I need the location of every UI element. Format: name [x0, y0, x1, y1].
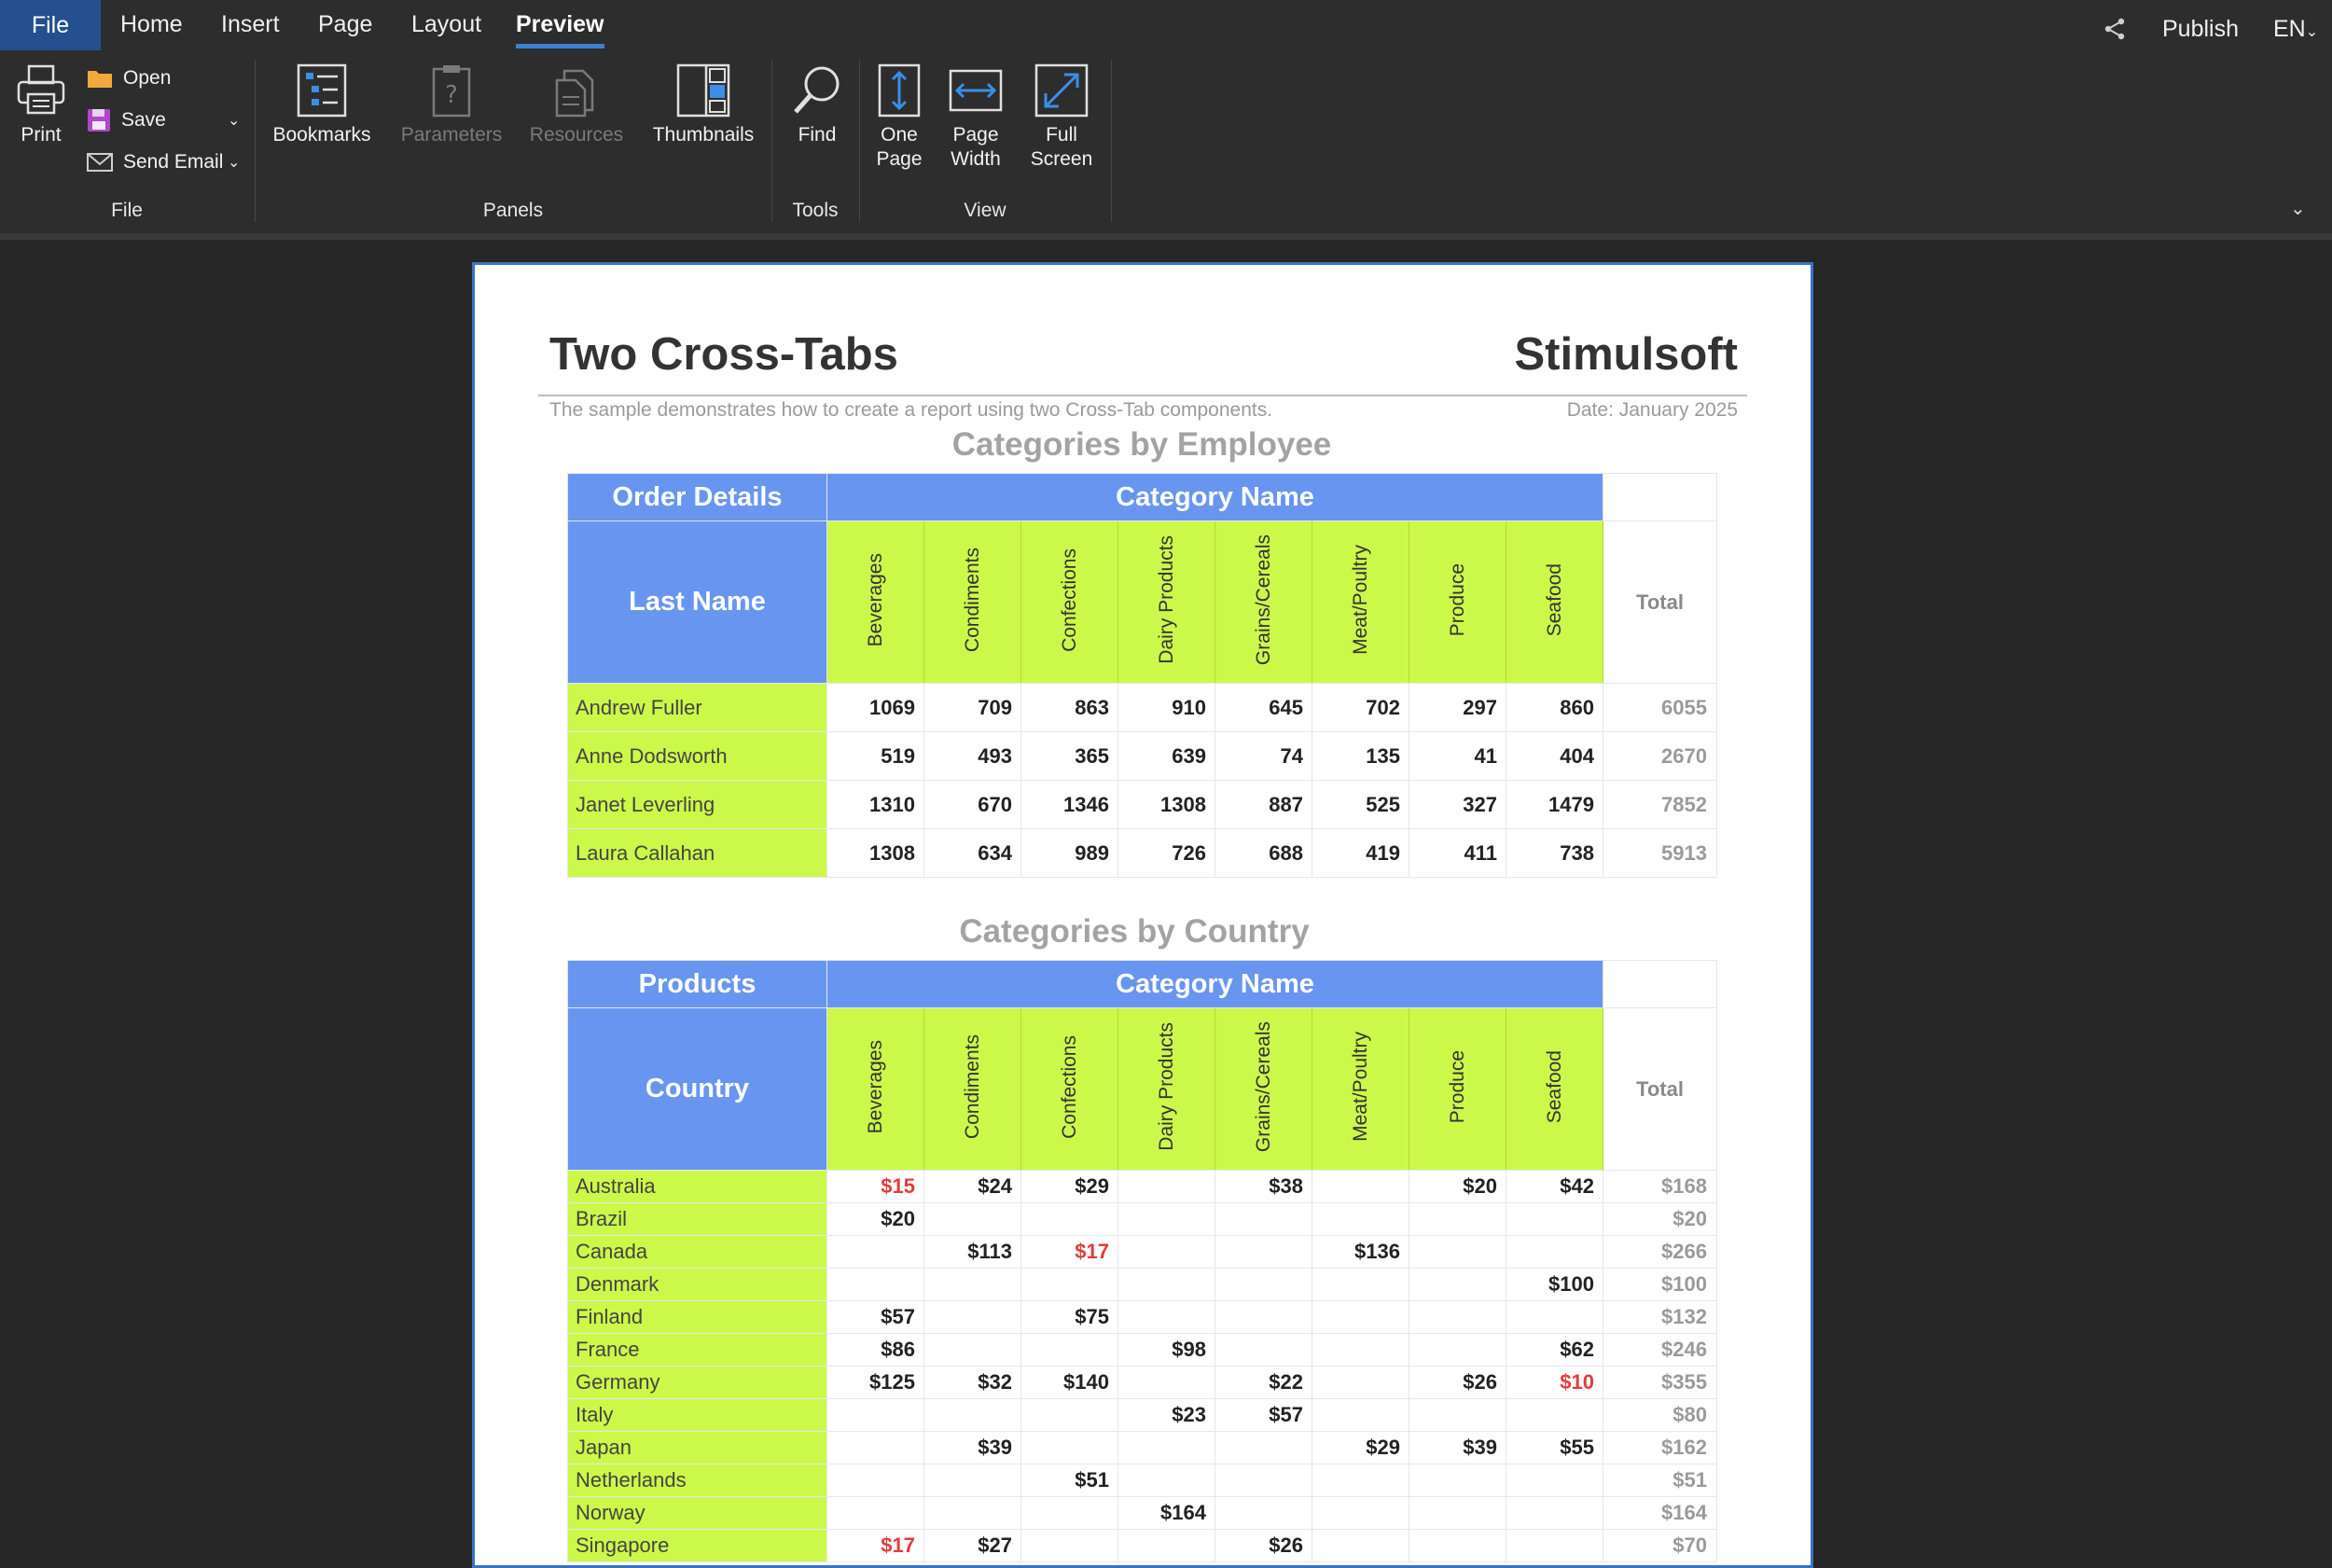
row-total: 6055: [1603, 684, 1717, 732]
value-cell: 1308: [827, 829, 924, 878]
value-cell: 419: [1312, 829, 1409, 878]
value-cell: [1312, 1464, 1409, 1497]
category-label: Beverages: [864, 552, 886, 647]
value-cell: 297: [1409, 684, 1506, 732]
resources-label: Resources: [529, 124, 624, 146]
value-cell: 1308: [1118, 781, 1215, 829]
group-label-panels: Panels: [482, 200, 544, 221]
table-row: [568, 732, 1717, 781]
value-cell: [1118, 1301, 1215, 1334]
ribbon-separator: [255, 60, 256, 222]
corner-header: Order Details: [568, 474, 827, 521]
value-cell: $125: [827, 1367, 924, 1399]
total-header: Total: [1603, 1008, 1717, 1171]
open-label: Open: [123, 67, 172, 89]
category-label: Produce: [1446, 562, 1468, 637]
value-cell: [924, 1269, 1021, 1301]
row-total: $164: [1603, 1497, 1717, 1530]
find-label: Find: [798, 124, 837, 146]
table-row: [568, 1236, 1717, 1269]
category-label: Grains/Cereals: [1252, 1020, 1274, 1153]
value-cell: [1506, 1497, 1603, 1530]
table-row: [568, 1399, 1717, 1432]
value-cell: [1409, 1301, 1506, 1334]
open-button[interactable]: [86, 62, 171, 95]
value-cell: [1312, 1399, 1409, 1432]
report-date: Date: January 2025: [1566, 399, 1738, 421]
value-cell: [1215, 1203, 1312, 1236]
value-cell: 702: [1312, 684, 1409, 732]
full-screen-button[interactable]: [1024, 63, 1099, 172]
value-cell: $26: [1215, 1530, 1312, 1562]
category-header: [924, 1008, 1021, 1171]
value-cell: [1409, 1236, 1506, 1269]
magnifier-icon: [790, 63, 844, 118]
category-header: [924, 521, 1021, 684]
value-cell: [924, 1301, 1021, 1334]
value-cell: [1215, 1269, 1312, 1301]
value-cell: 327: [1409, 781, 1506, 829]
group-label-tools: Tools: [792, 200, 839, 221]
value-cell: $27: [924, 1530, 1021, 1562]
value-cell: [827, 1236, 924, 1269]
value-cell: $42: [1506, 1171, 1603, 1203]
value-cell: $86: [827, 1334, 924, 1367]
thumbnails-icon: [676, 63, 730, 118]
table-row: [568, 1497, 1717, 1530]
value-cell: [1118, 1432, 1215, 1464]
row-total: $80: [1603, 1399, 1717, 1432]
row-total: $355: [1603, 1367, 1717, 1399]
print-label: Print: [21, 124, 62, 146]
category-header: [1506, 521, 1603, 684]
value-cell: [1312, 1530, 1409, 1562]
category-label: Dairy Products: [1155, 535, 1177, 664]
full-screen-label-2: Screen: [1030, 148, 1093, 170]
value-cell: [1118, 1367, 1215, 1399]
section-title-employee: Categories by Employee: [951, 426, 1332, 463]
value-cell: [1312, 1497, 1409, 1530]
category-label: Condiments: [961, 547, 983, 653]
find-button[interactable]: [789, 63, 845, 147]
category-header: [1118, 521, 1215, 684]
value-cell: [1506, 1301, 1603, 1334]
save-icon: [86, 107, 112, 133]
value-cell: [1409, 1269, 1506, 1301]
category-header: [1118, 1008, 1215, 1171]
resources-icon: [549, 63, 604, 118]
value-cell: 135: [1312, 732, 1409, 781]
value-cell: [924, 1497, 1021, 1530]
table-row: [568, 781, 1717, 829]
value-cell: [1215, 1236, 1312, 1269]
value-cell: 411: [1409, 829, 1506, 878]
one-page-button[interactable]: [871, 63, 927, 172]
value-cell: 493: [924, 732, 1021, 781]
full-screen-label-1: Full: [1046, 124, 1077, 146]
row-label: France: [568, 1334, 827, 1367]
category-header: [827, 1008, 924, 1171]
report-brand: Stimulsoft: [1514, 329, 1738, 380]
value-cell: $57: [827, 1301, 924, 1334]
column-group-header: Category Name: [827, 961, 1603, 1008]
row-total: $70: [1603, 1530, 1717, 1562]
value-cell: [924, 1334, 1021, 1367]
value-cell: [1118, 1171, 1215, 1203]
value-cell: [1506, 1236, 1603, 1269]
value-cell: [827, 1497, 924, 1530]
page-width-icon: [949, 63, 1003, 118]
value-cell: [1021, 1269, 1118, 1301]
chevron-down-icon[interactable]: ⌄: [228, 113, 241, 129]
ribbon-separator: [859, 60, 860, 222]
category-label: Seafood: [1543, 562, 1565, 637]
page-width-button[interactable]: [948, 63, 1004, 172]
value-cell: [1312, 1171, 1409, 1203]
category-label: Meat/Poultry: [1349, 545, 1371, 655]
page-width-label-2: Width: [951, 148, 1001, 170]
value-cell: [1312, 1269, 1409, 1301]
value-cell: $113: [924, 1236, 1021, 1269]
row-total: $162: [1603, 1432, 1717, 1464]
folder-icon: [86, 66, 114, 90]
value-cell: [1215, 1334, 1312, 1367]
value-cell: [1118, 1464, 1215, 1497]
category-header: [1021, 521, 1118, 684]
ribbon-separator: [1111, 60, 1112, 222]
value-cell: [1215, 1432, 1312, 1464]
tab-layout[interactable]: Layout: [411, 11, 482, 37]
crosstab-country: [567, 960, 1717, 1562]
send-email-label: Send Email: [123, 151, 224, 173]
total-header: Total: [1603, 521, 1717, 684]
one-page-label-2: Page: [876, 148, 923, 170]
row-label: Anne Dodsworth: [568, 732, 827, 781]
value-cell: $15: [827, 1171, 924, 1203]
value-cell: [1021, 1399, 1118, 1432]
row-total: $100: [1603, 1269, 1717, 1301]
value-cell: $55: [1506, 1432, 1603, 1464]
row-label: Janet Leverling: [568, 781, 827, 829]
value-cell: [1409, 1530, 1506, 1562]
category-header: [1409, 1008, 1506, 1171]
value-cell: 1310: [827, 781, 924, 829]
row-label: Italy: [568, 1399, 827, 1432]
save-button[interactable]: [86, 104, 244, 137]
value-cell: [827, 1399, 924, 1432]
value-cell: [1118, 1203, 1215, 1236]
value-cell: 519: [827, 732, 924, 781]
value-cell: $29: [1021, 1171, 1118, 1203]
value-cell: 634: [924, 829, 1021, 878]
value-cell: $17: [827, 1530, 924, 1562]
ribbon-bottom-border: [0, 233, 2332, 240]
crosstab-category-row: [568, 521, 1717, 684]
chevron-down-icon: ⌄: [2305, 24, 2319, 40]
section-title-country: Categories by Country: [959, 913, 1310, 950]
value-cell: [1118, 1236, 1215, 1269]
row-label: Singapore: [568, 1530, 827, 1562]
row-label: Germany: [568, 1367, 827, 1399]
row-total: $51: [1603, 1464, 1717, 1497]
category-header: [1409, 521, 1506, 684]
row-header: Country: [568, 1008, 827, 1171]
value-cell: [924, 1464, 1021, 1497]
row-label: Laura Callahan: [568, 829, 827, 878]
crosstab-header-row: [568, 474, 1717, 521]
value-cell: 41: [1409, 732, 1506, 781]
value-cell: 863: [1021, 684, 1118, 732]
row-total: 7852: [1603, 781, 1717, 829]
value-cell: 1479: [1506, 781, 1603, 829]
value-cell: 1069: [827, 684, 924, 732]
category-label: Beverages: [864, 1039, 886, 1134]
value-cell: 670: [924, 781, 1021, 829]
value-cell: $20: [1409, 1171, 1506, 1203]
row-total: $168: [1603, 1171, 1717, 1203]
value-cell: [1506, 1464, 1603, 1497]
report-title: Two Cross-Tabs: [549, 329, 898, 380]
value-cell: [1118, 1269, 1215, 1301]
table-row: [568, 829, 1717, 878]
value-cell: [827, 1464, 924, 1497]
category-label: Produce: [1446, 1049, 1468, 1124]
category-header: [1312, 521, 1409, 684]
value-cell: $20: [827, 1203, 924, 1236]
value-cell: 887: [1215, 781, 1312, 829]
value-cell: $164: [1118, 1497, 1215, 1530]
category-header: [1506, 1008, 1603, 1171]
row-label: Japan: [568, 1432, 827, 1464]
share-icon[interactable]: [2103, 0, 2127, 58]
category-label: Confections: [1058, 548, 1080, 652]
table-row: [568, 1367, 1717, 1399]
table-row: [568, 1171, 1717, 1203]
value-cell: $29: [1312, 1432, 1409, 1464]
send-email-button[interactable]: [86, 146, 244, 179]
bookmarks-label: Bookmarks: [272, 124, 371, 146]
value-cell: 639: [1118, 732, 1215, 781]
menu-file[interactable]: File: [0, 0, 101, 50]
category-label: Confections: [1058, 1034, 1080, 1139]
print-button[interactable]: [13, 63, 69, 147]
category-header: [1215, 521, 1312, 684]
value-cell: 525: [1312, 781, 1409, 829]
bookmarks-icon: [295, 63, 349, 118]
value-cell: [924, 1399, 1021, 1432]
row-label: Canada: [568, 1236, 827, 1269]
value-cell: 1346: [1021, 781, 1118, 829]
value-cell: [924, 1203, 1021, 1236]
value-cell: $39: [1409, 1432, 1506, 1464]
table-row: [568, 1203, 1717, 1236]
value-cell: [1312, 1203, 1409, 1236]
table-row: [568, 684, 1717, 732]
value-cell: [1215, 1464, 1312, 1497]
value-cell: [1506, 1399, 1603, 1432]
category-header: [1021, 1008, 1118, 1171]
value-cell: [1409, 1464, 1506, 1497]
table-row: [568, 1464, 1717, 1497]
value-cell: [1409, 1203, 1506, 1236]
table-row: [568, 1301, 1717, 1334]
value-cell: [1021, 1334, 1118, 1367]
category-label: Meat/Poultry: [1349, 1032, 1371, 1142]
category-label: Seafood: [1543, 1049, 1565, 1124]
value-cell: [1021, 1497, 1118, 1530]
value-cell: [1409, 1334, 1506, 1367]
thumbnails-label: Thumbnails: [652, 124, 755, 146]
row-header: Last Name: [568, 521, 827, 684]
crosstab-header-row: [568, 961, 1717, 1008]
one-page-icon: [872, 63, 926, 118]
value-cell: $38: [1215, 1171, 1312, 1203]
language-label: EN: [2273, 16, 2306, 42]
thumbnails-button[interactable]: [649, 63, 757, 147]
value-cell: 910: [1118, 684, 1215, 732]
row-total: 5913: [1603, 829, 1717, 878]
table-row: [568, 1269, 1717, 1301]
page-width-label-1: Page: [952, 124, 999, 146]
crosstab-category-row: [568, 1008, 1717, 1171]
row-label: Australia: [568, 1171, 827, 1203]
value-cell: [1312, 1334, 1409, 1367]
parameters-button[interactable]: [392, 63, 511, 147]
table-row: [568, 1432, 1717, 1464]
value-cell: 738: [1506, 829, 1603, 878]
report-page: [472, 262, 1813, 1568]
value-cell: [827, 1269, 924, 1301]
row-total: 2670: [1603, 732, 1717, 781]
category-header: [827, 521, 924, 684]
row-label: Denmark: [568, 1269, 827, 1301]
value-cell: 709: [924, 684, 1021, 732]
value-cell: $140: [1021, 1367, 1118, 1399]
row-total: $20: [1603, 1203, 1717, 1236]
collapse-ribbon-icon[interactable]: ⌄: [2290, 199, 2306, 219]
tab-page[interactable]: Page: [318, 11, 373, 37]
table-row: [568, 1334, 1717, 1367]
save-label: Save: [121, 109, 166, 131]
ribbon-separator: [771, 60, 772, 222]
value-cell: 989: [1021, 829, 1118, 878]
value-cell: 860: [1506, 684, 1603, 732]
row-label: Andrew Fuller: [568, 684, 827, 732]
value-cell: $62: [1506, 1334, 1603, 1367]
value-cell: $26: [1409, 1367, 1506, 1399]
value-cell: $24: [924, 1171, 1021, 1203]
printer-icon: [14, 63, 68, 118]
tab-insert[interactable]: Insert: [221, 11, 280, 37]
resources-button[interactable]: [522, 63, 631, 147]
value-cell: [827, 1432, 924, 1464]
parameters-label: Parameters: [400, 124, 503, 146]
value-cell: $10: [1506, 1367, 1603, 1399]
row-label: Finland: [568, 1301, 827, 1334]
full-screen-icon: [1034, 63, 1089, 118]
value-cell: [1409, 1399, 1506, 1432]
corner-header: Products: [568, 961, 827, 1008]
value-cell: [1021, 1432, 1118, 1464]
value-cell: [1312, 1301, 1409, 1334]
svg-text:?: ?: [445, 81, 458, 109]
row-total: $266: [1603, 1236, 1717, 1269]
value-cell: [1021, 1203, 1118, 1236]
value-cell: [1409, 1497, 1506, 1530]
language-selector[interactable]: [2273, 0, 2318, 58]
category-header: [1312, 1008, 1409, 1171]
row-label: Norway: [568, 1497, 827, 1530]
value-cell: $75: [1021, 1301, 1118, 1334]
tab-home[interactable]: Home: [120, 11, 183, 37]
group-label-file: File: [111, 200, 143, 221]
crosstab-employee: [567, 473, 1717, 878]
report-description: The sample demonstrates how to create a report using two Cross-Tab components.: [549, 399, 1273, 421]
group-label-view: View: [964, 200, 1006, 221]
row-total: $246: [1603, 1334, 1717, 1367]
value-cell: $17: [1021, 1236, 1118, 1269]
value-cell: $57: [1215, 1399, 1312, 1432]
value-cell: 645: [1215, 684, 1312, 732]
row-label: Netherlands: [568, 1464, 827, 1497]
value-cell: $22: [1215, 1367, 1312, 1399]
value-cell: $98: [1118, 1334, 1215, 1367]
header-divider: [538, 395, 1747, 396]
value-cell: 688: [1215, 829, 1312, 878]
empty-corner: [1603, 474, 1717, 521]
envelope-icon: [86, 151, 114, 173]
value-cell: [1506, 1203, 1603, 1236]
value-cell: [1506, 1530, 1603, 1562]
category-label: Dairy Products: [1155, 1022, 1177, 1151]
column-group-header: Category Name: [827, 474, 1603, 521]
publish-button[interactable]: Publish: [2162, 16, 2239, 42]
value-cell: $100: [1506, 1269, 1603, 1301]
clipboard-question-icon: [424, 63, 479, 118]
value-cell: 74: [1215, 732, 1312, 781]
value-cell: [1215, 1497, 1312, 1530]
value-cell: 726: [1118, 829, 1215, 878]
value-cell: $23: [1118, 1399, 1215, 1432]
bookmarks-button[interactable]: [271, 63, 373, 147]
value-cell: [1021, 1530, 1118, 1562]
value-cell: $32: [924, 1367, 1021, 1399]
category-header: [1215, 1008, 1312, 1171]
value-cell: $51: [1021, 1464, 1118, 1497]
value-cell: [1215, 1301, 1312, 1334]
value-cell: 404: [1506, 732, 1603, 781]
value-cell: $136: [1312, 1236, 1409, 1269]
category-label: Condiments: [961, 1034, 983, 1140]
tab-preview[interactable]: Preview: [516, 0, 604, 50]
empty-corner: [1603, 961, 1717, 1008]
value-cell: [1118, 1530, 1215, 1562]
value-cell: $39: [924, 1432, 1021, 1464]
row-total: $132: [1603, 1301, 1717, 1334]
category-label: Grains/Cereals: [1252, 534, 1274, 666]
value-cell: [1312, 1367, 1409, 1399]
row-label: Brazil: [568, 1203, 827, 1236]
chevron-down-icon[interactable]: ⌄: [228, 155, 241, 171]
table-row: [568, 1530, 1717, 1562]
menu-bar: [0, 0, 2332, 50]
one-page-label-1: One: [881, 124, 918, 146]
value-cell: 365: [1021, 732, 1118, 781]
